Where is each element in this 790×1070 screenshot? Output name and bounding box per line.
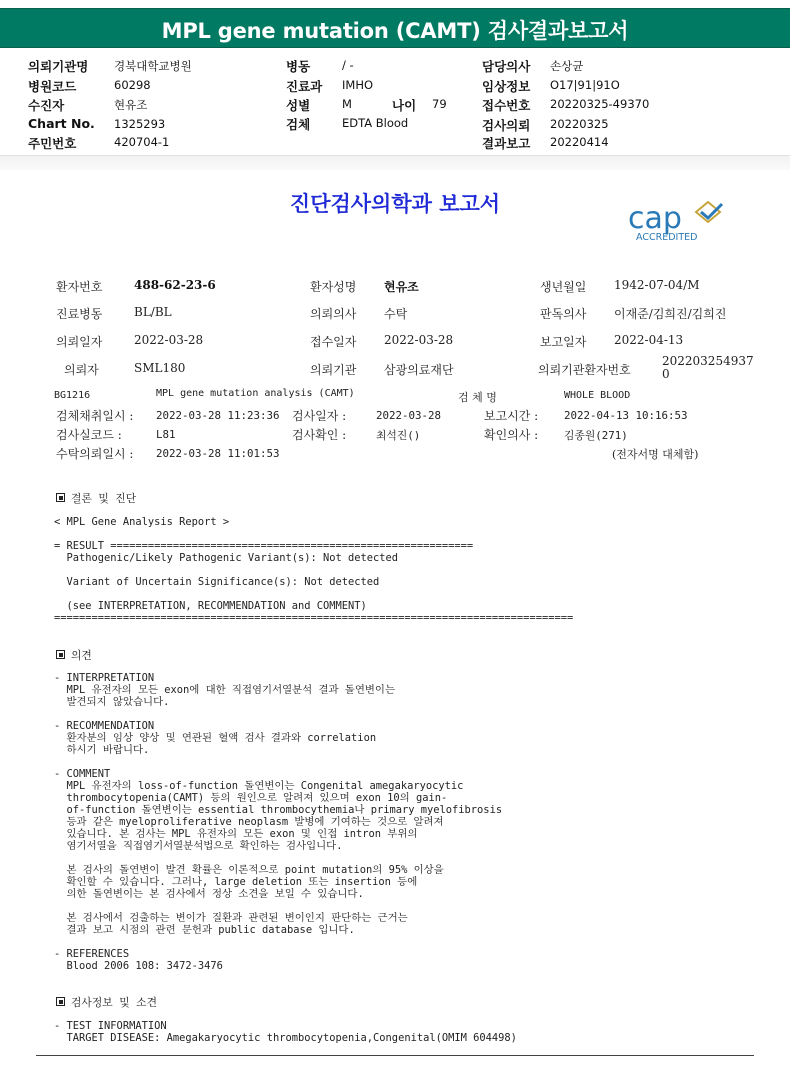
patient-label: 진료병동 [56,307,103,321]
header-value: / - [342,58,354,72]
test-value: 2022-03-28 11:01:53 [156,447,280,460]
test-value: 김종원(271) [564,429,628,442]
header-value: 20220325 [550,117,609,131]
patient-label: 생년월일 [540,280,587,294]
patient-value: 2022-04-13 [614,333,684,347]
test-label: 검사실코드 : [56,428,122,442]
header-label: 검체 [286,117,311,132]
header-value: 60298 [114,78,151,92]
section-heading-test-info [56,995,157,1010]
header-label: 접수번호 [482,98,531,113]
cap-logo-subtext: ACCREDITED [636,232,698,243]
header-value: 경북대학교병원 [114,59,192,73]
patient-value: 0 [662,367,670,381]
cap-accredited-logo [624,198,734,244]
test-code: BG1216 [54,390,91,401]
header-label: 진료과 [286,79,323,94]
header-label: 병원코드 [28,79,77,94]
patient-value: SML180 [134,361,186,375]
patient-value: 이재준/김희진/김희진 [614,307,727,321]
patient-value: 수탁 [384,307,408,321]
test-label: 보고시간 : [484,409,539,423]
report-heading: 진단검사의학과 보고서 [289,191,501,216]
header-value: M [342,97,352,111]
test-value: 2022-03-28 [376,409,442,422]
header-label: 나이 [392,98,417,113]
header-label: Chart No. [28,116,95,131]
section-title: 결론 및 진단 [71,492,137,505]
section-title: 검사정보 및 소견 [71,996,158,1009]
square-bullet-icon [56,493,65,502]
header-value: 20220325-49370 [550,97,650,111]
patient-label: 보고일자 [540,335,587,349]
test-information-text: - TEST INFORMATION TARGET DISEASE: Amegakaryocytic thrombocytopenia,Congenital(OMIM 604498) [54,1020,517,1044]
patient-label: 의뢰의사 [310,307,357,321]
section-title: 의견 [71,649,92,662]
header-value: 현유조 [114,98,148,112]
header-value: 1325293 [114,117,166,131]
test-value: L81 [156,428,176,441]
report-title: MPL gene mutation (CAMT) 검사결과보고서 [161,19,629,43]
patient-value: 2022-03-28 [134,333,204,347]
patient-value: 삼광의료재단 [384,363,454,377]
header-label: 병동 [286,59,311,74]
test-label: 검체채취일시 : [56,409,134,423]
header-label: 임상정보 [482,79,531,94]
patient-value: BL/BL [134,305,172,319]
header-label: 담당의사 [482,59,531,74]
bottom-divider [36,1055,754,1056]
patient-birthdate: 1942-07-04/M [614,278,700,292]
report-title-bar [0,8,790,48]
section-separator [0,155,790,170]
header-value: 79 [432,97,447,111]
patient-label: 판독의사 [540,307,587,321]
header-label: 검사의뢰 [482,118,531,133]
header-label: 수진자 [28,98,65,113]
test-label: 검사일자 : [292,409,347,423]
patient-label: 환자번호 [56,280,103,294]
patient-id: 488-62-23-6 [134,278,216,292]
section-heading-conclusion [56,491,136,506]
test-value: 2022-04-13 10:16:53 [564,409,688,422]
specimen-label: 검 체 명 [458,391,497,404]
header-label: 성별 [286,98,311,113]
header-value: EDTA Blood [342,116,409,130]
test-label: 확인의사 : [484,428,539,442]
patient-label: 환자성명 [310,280,357,294]
patient-label: 의뢰기관 [310,363,357,377]
header-value: IMHO [342,78,374,92]
patient-label: 의뢰기관환자번호 [538,363,631,377]
patient-label: 접수일자 [310,335,357,349]
patient-label: 의뢰일자 [56,335,103,349]
test-label: 수탁의뢰일시 : [56,447,134,461]
header-label: 결과보고 [482,136,531,151]
header-value: 420704-1 [114,135,170,149]
cap-logo-text: cap [628,201,682,236]
header-value: 손상균 [550,59,584,73]
specimen-value: WHOLE BLOOD [564,390,631,401]
header-value: O17|91|91O [550,78,620,92]
opinion-text: - INTERPRETATION MPL 유전자의 모든 exon에 대한 직접염기서열분석 결과 돌연변이는 발견되지 않았습니다. - RECOMMENDATION 환자분의 임상 양상 및 연관된 혈액 검사 결과와 correlation 하시기 바랍니다. - COMMENT MPL 유전자의 loss-of-function 돌연변이는 Congenital amegakaryocytic thrombocytopenia(CAMT) 등의 원인으로 알려져 있으며 exon 10의 gain- of-function 돌연변이는 essential thrombocythemia나 primary myelofibrosis 등과 같은 myeloproliferative neoplasm 발병에 기여하는 것으로 알려져 있습니다. 본 검사는 MPL 유전자의 모든 exon 및 인접 intron 부위의 염기서열을 직접염기서열분석법으로 확인하는 검사입니다. 본 검사의 돌연변이 발견 확률은 이론적으로 point mutation의 95% 이상을 확인할 수 있습니다. 그러나, large deletion 또는 insertion 등에 의한 돌연변이는 본 검사에서 정상 소견을 보일 수 있습니다. 본 검사에서 검출하는 변이가 질환과 관련된 변이인지 판단하는 근거는 결과 보고 시점의 관련 문헌과 public database 입니다. - REFERENCES Blood 2006 108: 3472-3476 [54,672,503,972]
patient-value: 2022-03-28 [384,333,454,347]
header-label: 주민번호 [28,136,77,151]
section-heading-opinion [56,648,92,663]
header-label: 의뢰기관명 [28,59,89,74]
square-bullet-icon [56,997,65,1006]
test-value: 최석진() [376,429,421,442]
electronic-signature-note: (전자서명 대체함) [612,448,699,461]
patient-name: 현유조 [384,280,419,294]
patient-label: 의뢰자 [64,363,99,377]
patient-value: 202203254937 [662,354,754,368]
result-text: < MPL Gene Analysis Report > = RESULT ========================================================== Pathogenic/Likely Pathogenic Variant(s): Not detected Variant of Uncertain Significance(s): Not detected (see INTERPRETATION, RECOMMENDATION and COMMENT) =================================================================================== [54,516,574,624]
test-name: MPL gene mutation analysis (CAMT) [156,388,355,399]
test-value: 2022-03-28 11:23:36 [156,409,280,422]
header-value: 20220414 [550,135,609,149]
test-label: 검사확인 : [292,428,347,442]
square-bullet-icon [56,650,65,659]
